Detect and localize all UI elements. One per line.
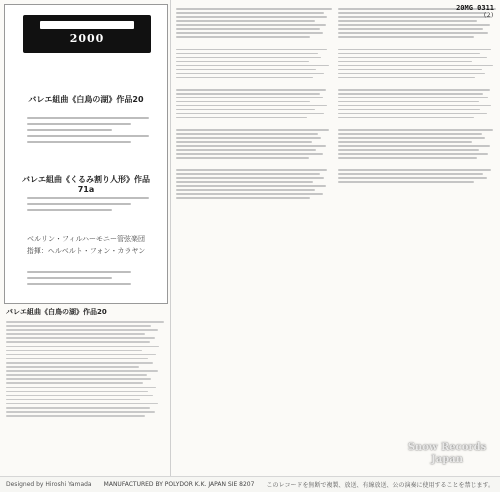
footer-left: Designed by Hiroshi Yamada bbox=[6, 481, 92, 488]
cover-lines-bottom bbox=[27, 267, 149, 289]
cover-line bbox=[27, 197, 149, 199]
cover-line bbox=[27, 117, 149, 119]
cover-line bbox=[27, 277, 112, 279]
middle-text-block bbox=[176, 8, 332, 199]
cover-card bbox=[4, 4, 168, 304]
middle-column-text bbox=[176, 6, 332, 476]
work-title-secondary: バレエ組曲《くるみ割り人形》作品71a bbox=[22, 175, 150, 194]
logo-band bbox=[23, 15, 151, 53]
catalog-number-main: 20MG 0311 bbox=[456, 4, 494, 12]
cover-line bbox=[27, 135, 149, 137]
cover-line bbox=[27, 271, 131, 273]
conductor-name: 指揮：ヘルベルト・フォン・カラヤン bbox=[26, 247, 146, 255]
catalog-number bbox=[456, 4, 494, 20]
work-title-primary: バレエ組曲《白鳥の湖》作品20 bbox=[28, 95, 144, 104]
footer-mid: MANUFACTURED BY POLYDOR K.K. JAPAN SIE 8207 bbox=[103, 481, 255, 488]
orchestra-name: ベルリン・フィルハーモニー管弦楽団 bbox=[27, 235, 145, 243]
cover-lines-mid bbox=[27, 193, 149, 215]
left-lower-block bbox=[6, 308, 164, 476]
logo-text: 2000 bbox=[69, 32, 105, 45]
cover-line bbox=[27, 203, 131, 205]
left-column bbox=[0, 0, 171, 492]
right-column-text bbox=[338, 6, 496, 476]
catalog-number-sub: (2) bbox=[483, 12, 494, 19]
watermark-line1: Snow Records bbox=[407, 442, 487, 453]
cover-lines-top bbox=[27, 113, 149, 147]
watermark-line2: Japan bbox=[431, 454, 463, 465]
left-lower-title: バレエ組曲《白鳥の湖》作品20 bbox=[6, 308, 107, 316]
watermark bbox=[392, 442, 500, 470]
footer-right: このレコードを無断で複製、放送、有線放送、公の演奏に使用することを禁じます。 bbox=[266, 482, 494, 489]
cover-line bbox=[27, 129, 112, 131]
cover-line bbox=[27, 209, 112, 211]
left-lower-paragraph bbox=[6, 321, 164, 417]
cover-line bbox=[27, 283, 131, 285]
cover-line bbox=[27, 141, 131, 143]
cover-line bbox=[27, 123, 131, 125]
footer bbox=[0, 476, 500, 492]
logo-top-bar bbox=[40, 21, 134, 29]
right-text-block bbox=[338, 8, 496, 183]
